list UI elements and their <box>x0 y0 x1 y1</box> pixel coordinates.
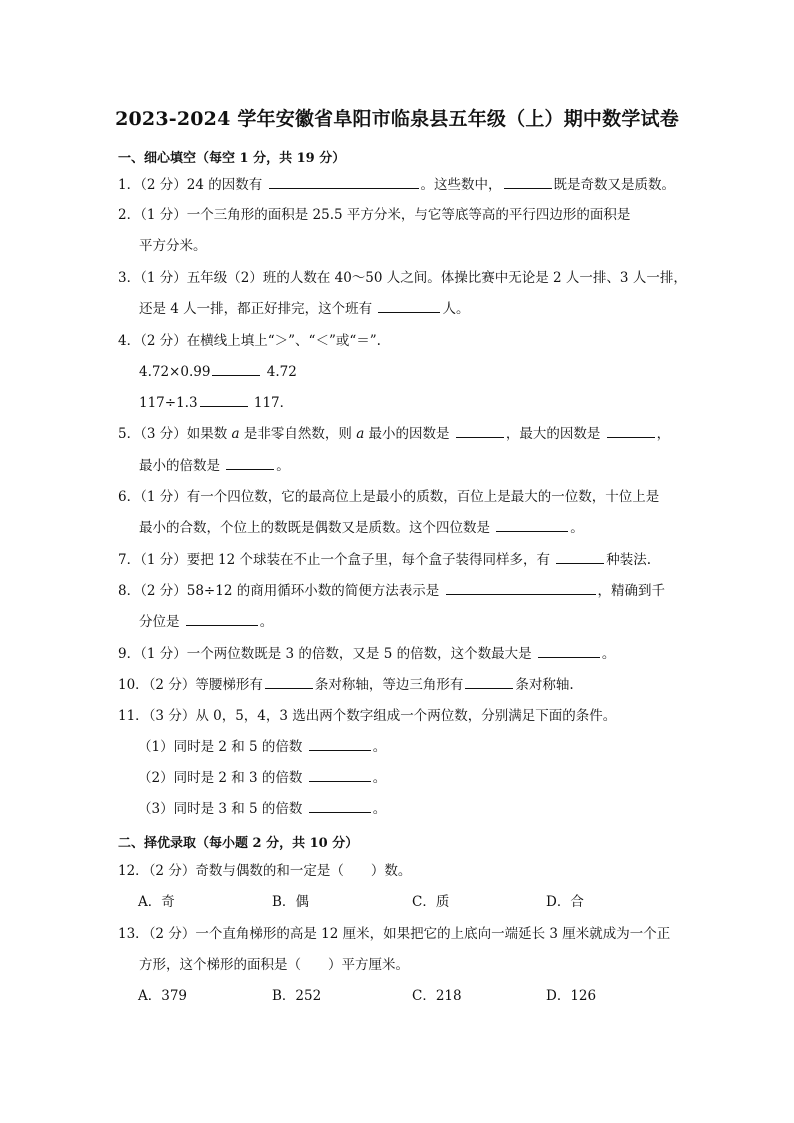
answer-blank[interactable] <box>446 582 596 595</box>
option-a[interactable]: A．379 <box>138 988 188 1004</box>
answer-blank[interactable] <box>465 676 513 689</box>
question-12: 12．（2 分）奇数与偶数的和一定是（ ）数。 <box>118 863 412 879</box>
answer-blank[interactable] <box>556 551 604 564</box>
question-4-expr-2: 117÷1.3 117． <box>139 395 294 411</box>
question-3: 3．（1 分）五年级（2）班的人数在 40～50 人之间。体操比赛中无论是 2 人一排、3 人一排， <box>118 270 687 286</box>
question-12-options <box>138 893 638 911</box>
question-6: 6．（1 分）有一个四位数，它的最高位上是最小的质数，百位上是最大的一位数，十位上是 <box>118 489 660 505</box>
question-11: 11．（3 分）从 0，5，4，3 选出两个数字组成一个两位数，分别满足下面的条件。 <box>118 708 617 724</box>
question-5: 5．（3 分）如果数 a 是非零自然数，则 a 最小的因数是 ，最大的因数是 ， <box>118 426 671 442</box>
option-b[interactable]: B．偶 <box>272 894 309 910</box>
answer-blank[interactable] <box>200 394 248 407</box>
option-a[interactable]: A．奇 <box>138 894 175 910</box>
answer-blank[interactable] <box>309 800 371 813</box>
answer-blank[interactable] <box>456 425 504 438</box>
answer-blank[interactable] <box>186 613 258 626</box>
question-11-part-1: （1）同时是 2 和 5 的倍数 。 <box>138 739 387 755</box>
section-1-heading: 一、细心填空（每空 1 分，共 19 分） <box>118 151 346 166</box>
question-4-expr-1: 4.72×0.99 4.72 <box>139 364 297 380</box>
answer-blank[interactable] <box>607 425 655 438</box>
answer-blank[interactable] <box>226 457 274 470</box>
answer-blank[interactable] <box>212 363 260 376</box>
question-1: 1．（2 分）24 的因数有 。这些数中， 既是奇数又是质数。 <box>118 177 676 193</box>
option-c[interactable]: C．质 <box>412 894 450 910</box>
question-4: 4．（2 分）在横线上填上“＞”、“＜”或“＝”. <box>118 333 381 349</box>
answer-blank[interactable] <box>309 738 371 751</box>
question-13-options <box>138 987 638 1005</box>
answer-blank[interactable] <box>309 769 371 782</box>
section-2-heading: 二、择优录取（每小题 2 分，共 10 分） <box>118 836 359 851</box>
option-d[interactable]: D．合 <box>546 894 584 910</box>
option-d[interactable]: D．126 <box>546 988 597 1004</box>
question-11-part-3: （3）同时是 3 和 5 的倍数 。 <box>138 801 387 817</box>
answer-blank[interactable] <box>504 176 552 189</box>
question-8-cont: 分位是 。 <box>139 614 274 630</box>
question-2: 2．（1 分）一个三角形的面积是 25.5 平方分米，与它等底等高的平行四边形的面积是 <box>118 207 631 223</box>
question-7: 7．（1 分）要把 12 个球装在不止一个盒子里，每个盒子装得同样多，有 种装法. <box>118 552 652 568</box>
option-c[interactable]: C．218 <box>412 988 462 1004</box>
exam-title: 2023-2024 学年安徽省阜阳市临泉县五年级（上）期中数学试卷 <box>115 108 679 130</box>
question-5-cont: 最小的倍数是 。 <box>139 458 290 474</box>
answer-blank[interactable] <box>496 519 568 532</box>
question-6-cont: 最小的合数，个位上的数既是偶数又是质数。这个四位数是 。 <box>139 520 584 536</box>
answer-blank[interactable] <box>378 300 440 313</box>
answer-blank[interactable] <box>538 645 600 658</box>
question-8: 8．（2 分）58÷12 的商用循环小数的简便方法表示是 ，精确到千 <box>118 583 665 599</box>
option-b[interactable]: B．252 <box>272 988 322 1004</box>
answer-blank[interactable] <box>265 676 313 689</box>
question-13: 13．（2 分）一个直角梯形的高是 12 厘米，如果把它的上底向一端延长 3 厘米就成为一个正 <box>118 926 671 942</box>
answer-blank[interactable] <box>269 176 419 189</box>
question-13-cont: 方形，这个梯形的面积是（ ）平方厘米。 <box>139 957 409 973</box>
question-9: 9．（1 分）一个两位数既是 3 的倍数，又是 5 的倍数，这个数最大是 。 <box>118 646 616 662</box>
question-3-cont: 还是 4 人一排，都正好排完，这个班有 人。 <box>139 301 470 317</box>
question-2-cont: 平方分米。 <box>139 238 207 254</box>
question-11-part-2: （2）同时是 2 和 3 的倍数 。 <box>138 770 387 786</box>
question-10: 10．（2 分）等腰梯形有 条对称轴，等边三角形有 条对称轴. <box>118 677 574 693</box>
